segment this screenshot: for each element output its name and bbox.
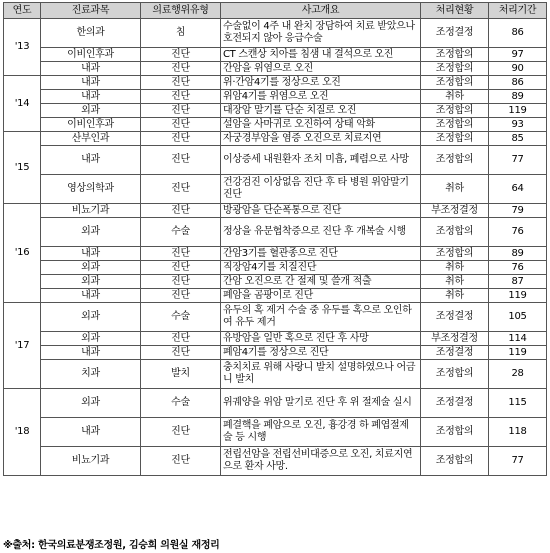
incident-summary-cell: 위·간암4기를 정상으로 오진: [221, 76, 421, 90]
table-row: [4, 90, 547, 104]
status-cell: 조정합의: [421, 418, 489, 447]
header-status: 처리현황: [421, 3, 489, 19]
department-cell: 외과: [41, 218, 141, 247]
status-cell: 취하: [421, 175, 489, 204]
department-cell: 내과: [41, 146, 141, 175]
header-year: 연도: [4, 3, 41, 19]
status-cell: 조정합의: [421, 76, 489, 90]
duration-cell: 79: [489, 204, 547, 218]
department-cell: 비뇨기과: [41, 447, 141, 476]
procedure-type-cell: 진단: [141, 132, 221, 146]
table-row: [4, 118, 547, 132]
procedure-type-cell: 진단: [141, 204, 221, 218]
status-cell: 조정합의: [421, 104, 489, 118]
procedure-type-cell: 진단: [141, 289, 221, 303]
duration-cell: 86: [489, 19, 547, 48]
duration-cell: 115: [489, 389, 547, 418]
status-cell: 조정합의: [421, 62, 489, 76]
table-row: [4, 132, 547, 146]
incident-summary-cell: 직장암4기를 치질진단: [221, 261, 421, 275]
procedure-type-cell: 진단: [141, 346, 221, 360]
table-row: [4, 204, 547, 218]
status-cell: 취하: [421, 289, 489, 303]
incident-summary-cell: 폐암4기를 정상으로 진단: [221, 346, 421, 360]
table-row: [4, 360, 547, 389]
status-cell: 조정합의: [421, 247, 489, 261]
procedure-type-cell: 발치: [141, 360, 221, 389]
duration-cell: 77: [489, 447, 547, 476]
status-cell: 부조정결정: [421, 332, 489, 346]
header-department: 진료과목: [41, 3, 141, 19]
duration-cell: 90: [489, 62, 547, 76]
table-body: [4, 19, 547, 476]
procedure-type-cell: 진단: [141, 48, 221, 62]
table-row: [4, 146, 547, 175]
year-cell: '15: [4, 132, 41, 204]
procedure-type-cell: 진단: [141, 175, 221, 204]
department-cell: 외과: [41, 332, 141, 346]
year-cell: '14: [4, 76, 41, 132]
year-cell: '18: [4, 389, 41, 476]
procedure-type-cell: 침: [141, 19, 221, 48]
incident-summary-cell: 건강검진 이상없음 진단 후 타 병원 위암말기 진단: [221, 175, 421, 204]
department-cell: 외과: [41, 275, 141, 289]
department-cell: 외과: [41, 303, 141, 332]
status-cell: 취하: [421, 90, 489, 104]
table-row: [4, 275, 547, 289]
department-cell: 내과: [41, 90, 141, 104]
department-cell: 영상의학과: [41, 175, 141, 204]
procedure-type-cell: 진단: [141, 76, 221, 90]
header-procedure-type: 의료행위유형: [141, 3, 221, 19]
table-row: [4, 247, 547, 261]
incident-summary-cell: CT 스캔상 치아를 침샘 내 결석으로 오진: [221, 48, 421, 62]
incident-summary-cell: 설암을 사마귀로 오진하여 상태 악화: [221, 118, 421, 132]
duration-cell: 64: [489, 175, 547, 204]
medical-dispute-table: [3, 2, 547, 476]
status-cell: 취하: [421, 275, 489, 289]
duration-cell: 87: [489, 275, 547, 289]
department-cell: 치과: [41, 360, 141, 389]
procedure-type-cell: 진단: [141, 447, 221, 476]
duration-cell: 119: [489, 104, 547, 118]
incident-summary-cell: 자궁경부암을 염증 오진으로 치료지연: [221, 132, 421, 146]
duration-cell: 77: [489, 146, 547, 175]
status-cell: 부조정결정: [421, 204, 489, 218]
department-cell: 내과: [41, 418, 141, 447]
incident-summary-cell: 전립선암을 전립선비대증으로 오진, 치료지연으로 환자 사망.: [221, 447, 421, 476]
department-cell: 외과: [41, 104, 141, 118]
table-row: [4, 175, 547, 204]
duration-cell: 89: [489, 90, 547, 104]
table-row: [4, 104, 547, 118]
table-row: [4, 76, 547, 90]
procedure-type-cell: 진단: [141, 104, 221, 118]
procedure-type-cell: 진단: [141, 90, 221, 104]
status-cell: 조정결정: [421, 303, 489, 332]
duration-cell: 85: [489, 132, 547, 146]
department-cell: 내과: [41, 346, 141, 360]
department-cell: 외과: [41, 389, 141, 418]
status-cell: 조정합의: [421, 48, 489, 62]
duration-cell: 105: [489, 303, 547, 332]
incident-summary-cell: 위암4기를 위염으로 오진: [221, 90, 421, 104]
table-header-row: [4, 3, 547, 19]
procedure-type-cell: 진단: [141, 261, 221, 275]
duration-cell: 76: [489, 261, 547, 275]
incident-summary-cell: 이상증세 내원환자 조치 미흡, 폐렴으로 사망: [221, 146, 421, 175]
incident-summary-cell: 방광암을 단순폭통으로 진단: [221, 204, 421, 218]
table-row: [4, 261, 547, 275]
procedure-type-cell: 진단: [141, 118, 221, 132]
status-cell: 조정합의: [421, 218, 489, 247]
status-cell: 취하: [421, 261, 489, 275]
incident-summary-cell: 유방암을 일반 혹으로 진단 후 사망: [221, 332, 421, 346]
incident-summary-cell: 대장암 말기를 단순 치질로 오진: [221, 104, 421, 118]
table-row: [4, 447, 547, 476]
table-row: [4, 62, 547, 76]
incident-summary-cell: 간암을 위염으로 오진: [221, 62, 421, 76]
incident-summary-cell: 수술없이 4주 내 완치 장담하여 치료 받았으나 호전되지 않아 응급수술: [221, 19, 421, 48]
department-cell: 내과: [41, 289, 141, 303]
status-cell: 조정결정: [421, 346, 489, 360]
year-cell: '16: [4, 204, 41, 303]
incident-summary-cell: 폐암을 곰팡이로 진단: [221, 289, 421, 303]
table-row: [4, 19, 547, 48]
status-cell: 조정합의: [421, 360, 489, 389]
table-row: [4, 218, 547, 247]
procedure-type-cell: 진단: [141, 247, 221, 261]
procedure-type-cell: 진단: [141, 62, 221, 76]
incident-summary-cell: 폐결핵을 폐암으로 오진, 흉강경 하 폐엽절제술 등 시행: [221, 418, 421, 447]
duration-cell: 28: [489, 360, 547, 389]
header-duration: 처리기간: [489, 3, 547, 19]
department-cell: 이비인후과: [41, 118, 141, 132]
table-row: [4, 346, 547, 360]
incident-summary-cell: 간암3기를 혈관종으로 진단: [221, 247, 421, 261]
procedure-type-cell: 수술: [141, 218, 221, 247]
duration-cell: 119: [489, 346, 547, 360]
incident-summary-cell: 유두의 혹 제거 수술 중 유두를 혹으로 오인하여 유두 제거: [221, 303, 421, 332]
status-cell: 조정합의: [421, 118, 489, 132]
duration-cell: 76: [489, 218, 547, 247]
department-cell: 한의과: [41, 19, 141, 48]
status-cell: 조정결정: [421, 19, 489, 48]
duration-cell: 114: [489, 332, 547, 346]
header-incident-summary: 사고개요: [221, 3, 421, 19]
procedure-type-cell: 진단: [141, 418, 221, 447]
table-row: [4, 418, 547, 447]
department-cell: 내과: [41, 62, 141, 76]
duration-cell: 89: [489, 247, 547, 261]
procedure-type-cell: 진단: [141, 275, 221, 289]
incident-summary-cell: 충치치료 위해 사랑니 발치 설명하였으나 어금니 발치: [221, 360, 421, 389]
procedure-type-cell: 수술: [141, 389, 221, 418]
incident-summary-cell: 위궤양을 위암 말기로 진단 후 위 절제술 실시: [221, 389, 421, 418]
department-cell: 내과: [41, 76, 141, 90]
table-row: [4, 289, 547, 303]
procedure-type-cell: 수술: [141, 303, 221, 332]
duration-cell: 118: [489, 418, 547, 447]
duration-cell: 97: [489, 48, 547, 62]
procedure-type-cell: 진단: [141, 332, 221, 346]
year-cell: '13: [4, 19, 41, 76]
table-row: [4, 303, 547, 332]
status-cell: 조정합의: [421, 132, 489, 146]
duration-cell: 86: [489, 76, 547, 90]
duration-cell: 93: [489, 118, 547, 132]
table-row: [4, 389, 547, 418]
year-cell: '17: [4, 303, 41, 389]
department-cell: 외과: [41, 261, 141, 275]
incident-summary-cell: 정상을 유문협착증으로 진단 후 개복술 시행: [221, 218, 421, 247]
status-cell: 조정합의: [421, 447, 489, 476]
department-cell: 이비인후과: [41, 48, 141, 62]
source-footnote: ※출처: 한국의료분쟁조정원, 김승희 의원실 재정리: [3, 540, 220, 551]
status-cell: 조정합의: [421, 146, 489, 175]
table-row: [4, 48, 547, 62]
procedure-type-cell: 진단: [141, 146, 221, 175]
department-cell: 산부인과: [41, 132, 141, 146]
table-row: [4, 332, 547, 346]
duration-cell: 119: [489, 289, 547, 303]
status-cell: 조정결정: [421, 389, 489, 418]
department-cell: 비뇨기과: [41, 204, 141, 218]
department-cell: 내과: [41, 247, 141, 261]
incident-summary-cell: 간암 오진으로 간 절제 및 쓸개 적출: [221, 275, 421, 289]
